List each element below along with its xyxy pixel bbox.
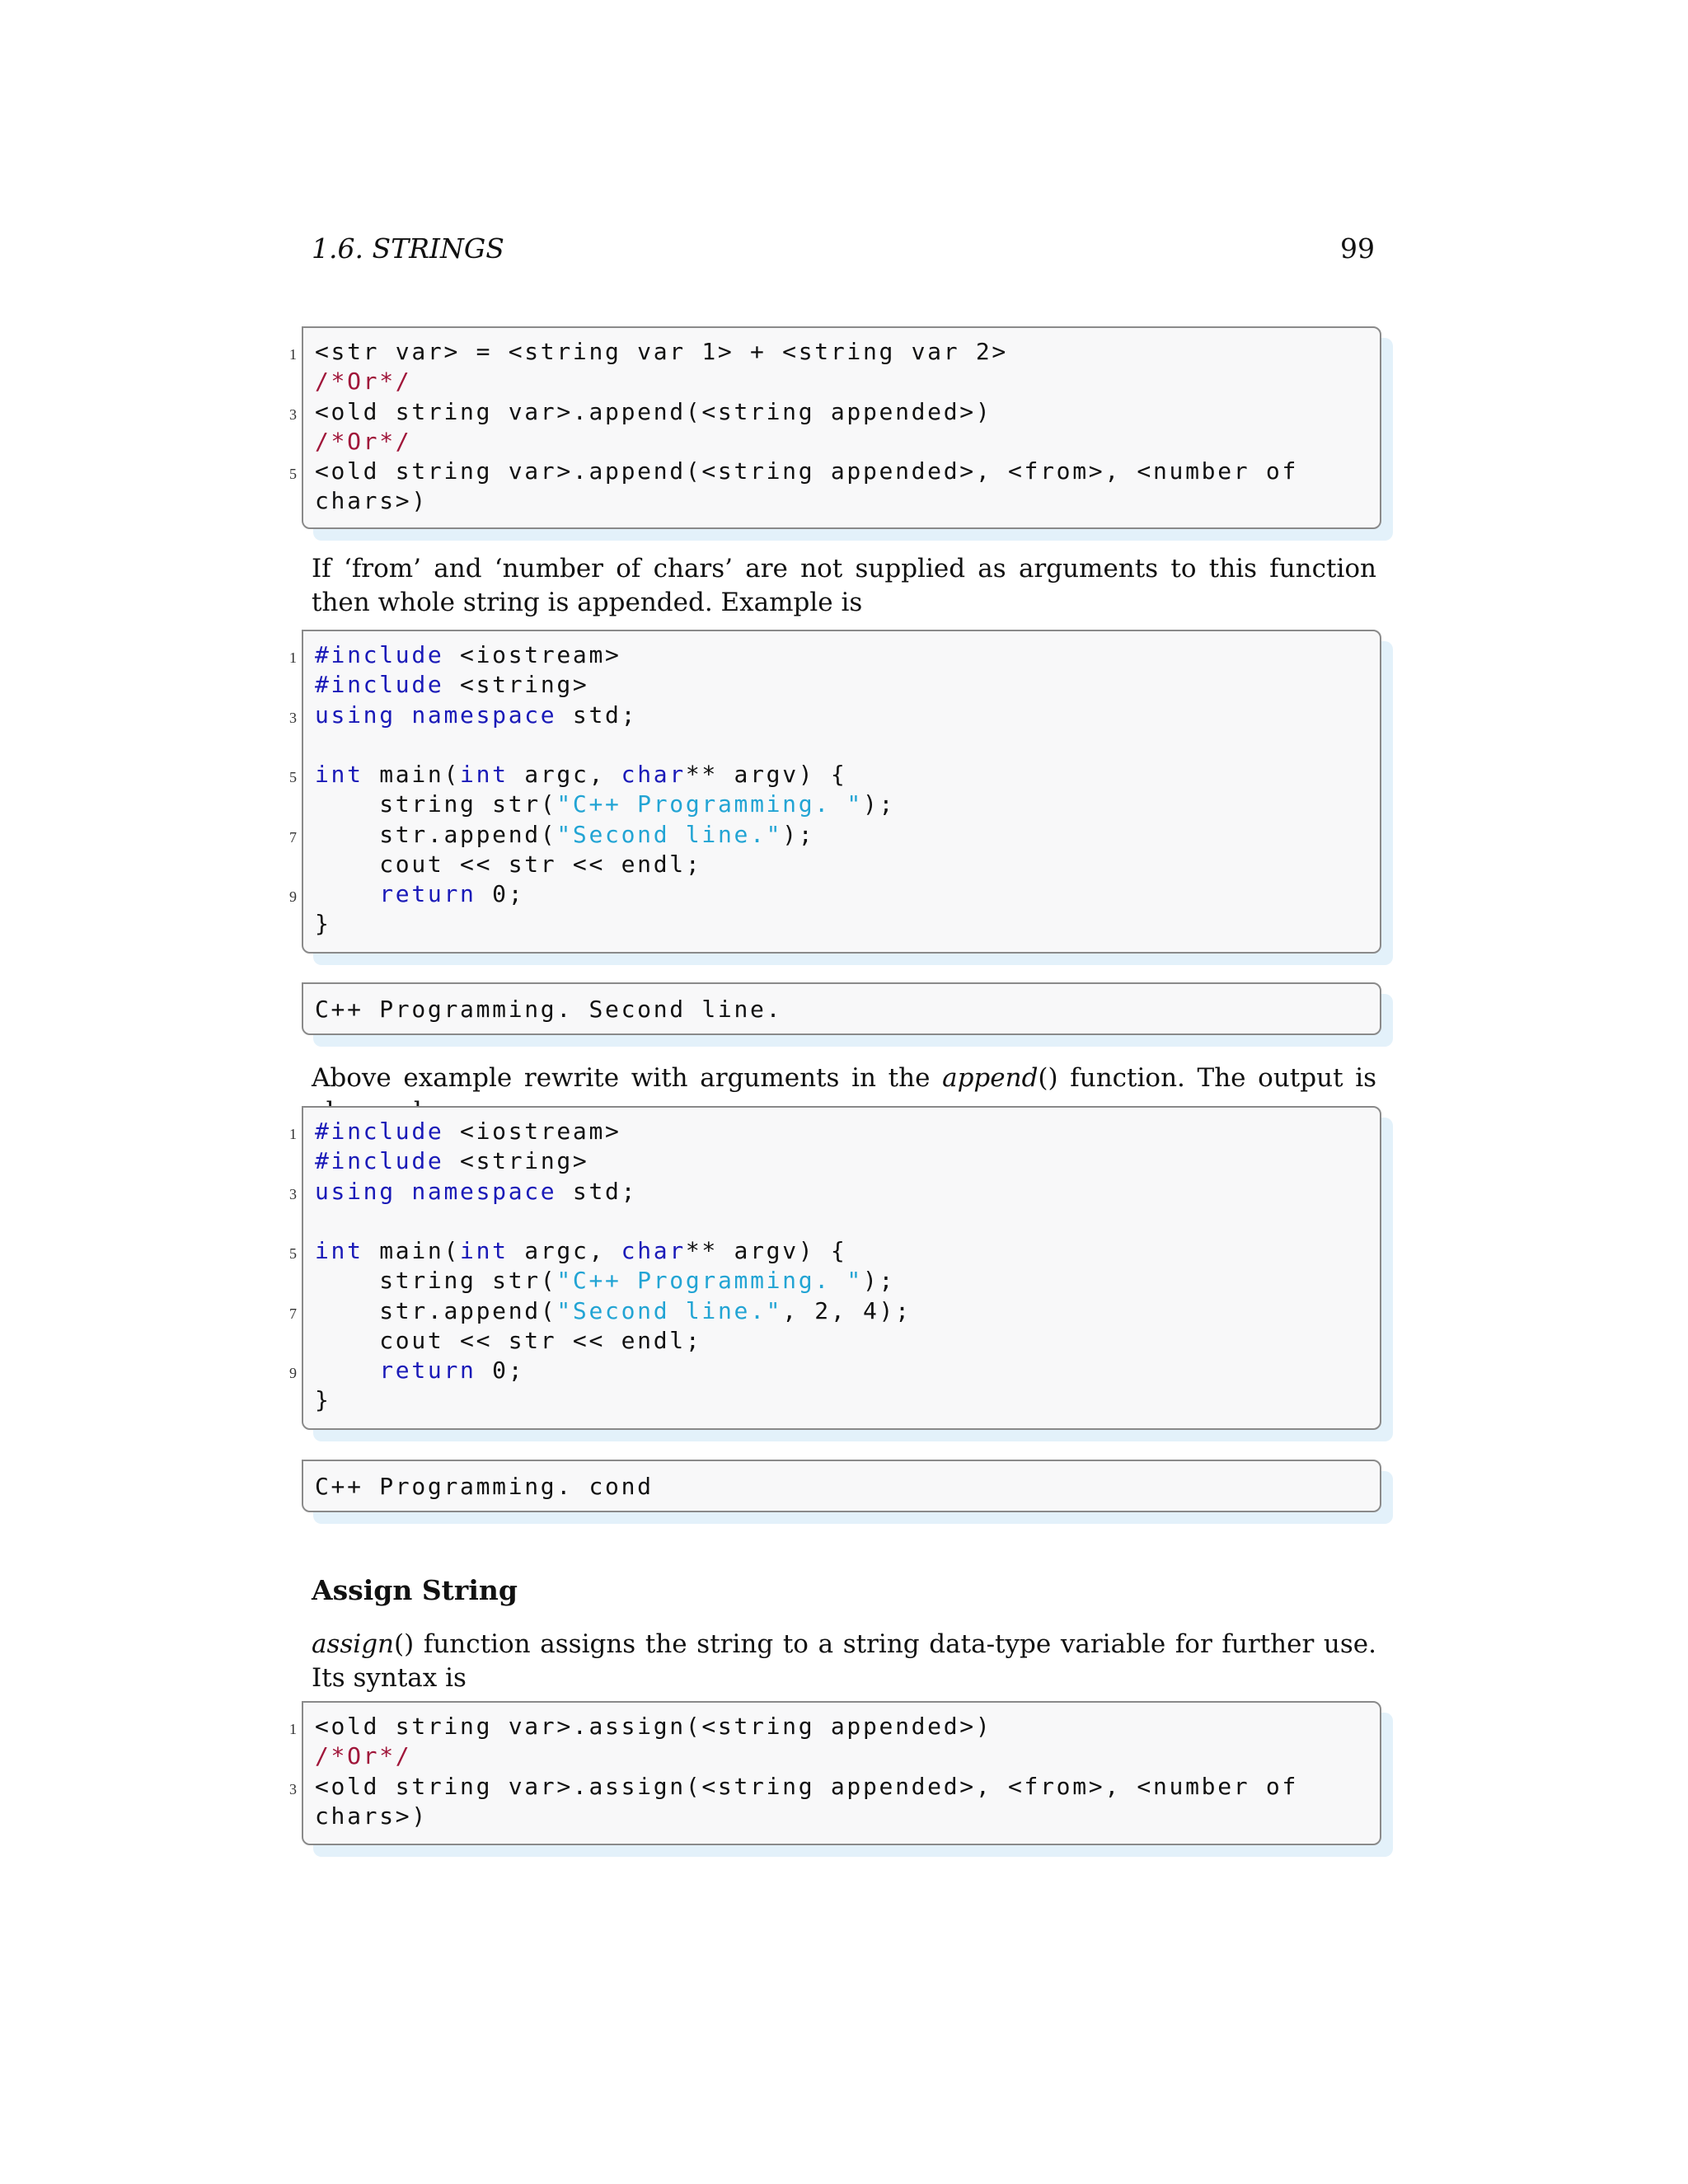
line-number: 5 [289,466,297,482]
code-line: #include <string> [315,1147,589,1174]
code-line: /*Or*/ [315,1742,412,1769]
line-number: 9 [289,1365,297,1381]
code-line: str.append("Second line."); [315,821,815,848]
code-line: chars>) [315,1802,428,1830]
paragraph-rewrite-note: Above example rewrite with arguments in the append() function. The output is [312,1063,1377,1093]
line-number: 5 [289,1245,297,1262]
line-number: 7 [289,1305,297,1322]
code-line: #include <string> [315,671,589,698]
code-line: string str("C++ Programming. "); [315,1267,896,1294]
line-number: 1 [289,649,297,666]
page-header [312,232,1375,274]
code-line: #include <iostream> [315,641,621,668]
code-line: <old string var>.append(<string appended>, <from>, <number of [315,457,1299,485]
line-number: 1 [289,1721,297,1737]
output-text: C++ Programming. Second line. [315,996,783,1023]
code-block-append-args-example [289,1106,1381,1430]
code-line: int main(int argc, char** argv) { [315,761,847,788]
line-number: 3 [289,406,297,423]
paragraph-append-explanation: If ‘from’ and ‘number of chars’ are not supplied as arguments to this function then whole string is appended. Example is [312,554,1376,617]
line-number: 9 [289,888,297,905]
page-number: 99 [1340,232,1375,265]
code-line: <old string var>.assign(<string appended>, <from>, <number of [315,1773,1299,1800]
line-number: 3 [289,710,297,726]
code-line: /*Or*/ [315,368,412,395]
code-line: <old string var>.assign(<string appended>) [315,1713,992,1740]
output-block-1 [302,982,1381,1035]
code-line: /*Or*/ [315,428,412,455]
code-line: using namespace std; [315,1178,638,1205]
code-line: cout << str << endl; [315,851,702,878]
section-heading: Assign String [312,1574,518,1606]
code-line: <old string var>.append(<string appended>) [315,398,992,425]
code-line: str.append("Second line.", 2, 4); [315,1297,912,1324]
code-line: } [315,910,331,937]
code-line: return 0; [379,1357,525,1384]
code-line: using namespace std; [315,701,638,729]
function-name: assign [312,1629,395,1659]
code-line: int main(int argc, char** argv) { [315,1237,847,1264]
code-line: cout << str << endl; [315,1327,702,1354]
output-text: C++ Programming. cond [315,1473,654,1500]
code-line: #include <iostream> [315,1118,621,1145]
code-block-append-syntax [289,326,1381,529]
code-line: <str var> = <string var 1> + <string var 2> [315,338,1008,365]
code-line: } [315,1386,331,1413]
section-title: 1.6. STRINGS [312,232,504,265]
function-name: append [942,1063,1039,1093]
line-number: 7 [289,829,297,846]
paragraph-assign-intro: assign() function assigns the string to a string data-type variable for further use. Its syntax is [312,1629,1376,1693]
code-line: return 0; [379,880,525,907]
line-number: 1 [289,346,297,363]
code-line: string str("C++ Programming. "); [315,790,896,818]
line-number: 3 [289,1186,297,1202]
code-block-append-example [289,630,1381,954]
code-block-assign-syntax [289,1701,1381,1845]
code-line: chars>) [315,487,428,514]
line-number: 1 [289,1126,297,1142]
output-block-2 [302,1460,1381,1512]
line-number: 3 [289,1781,297,1797]
line-number: 5 [289,769,297,785]
